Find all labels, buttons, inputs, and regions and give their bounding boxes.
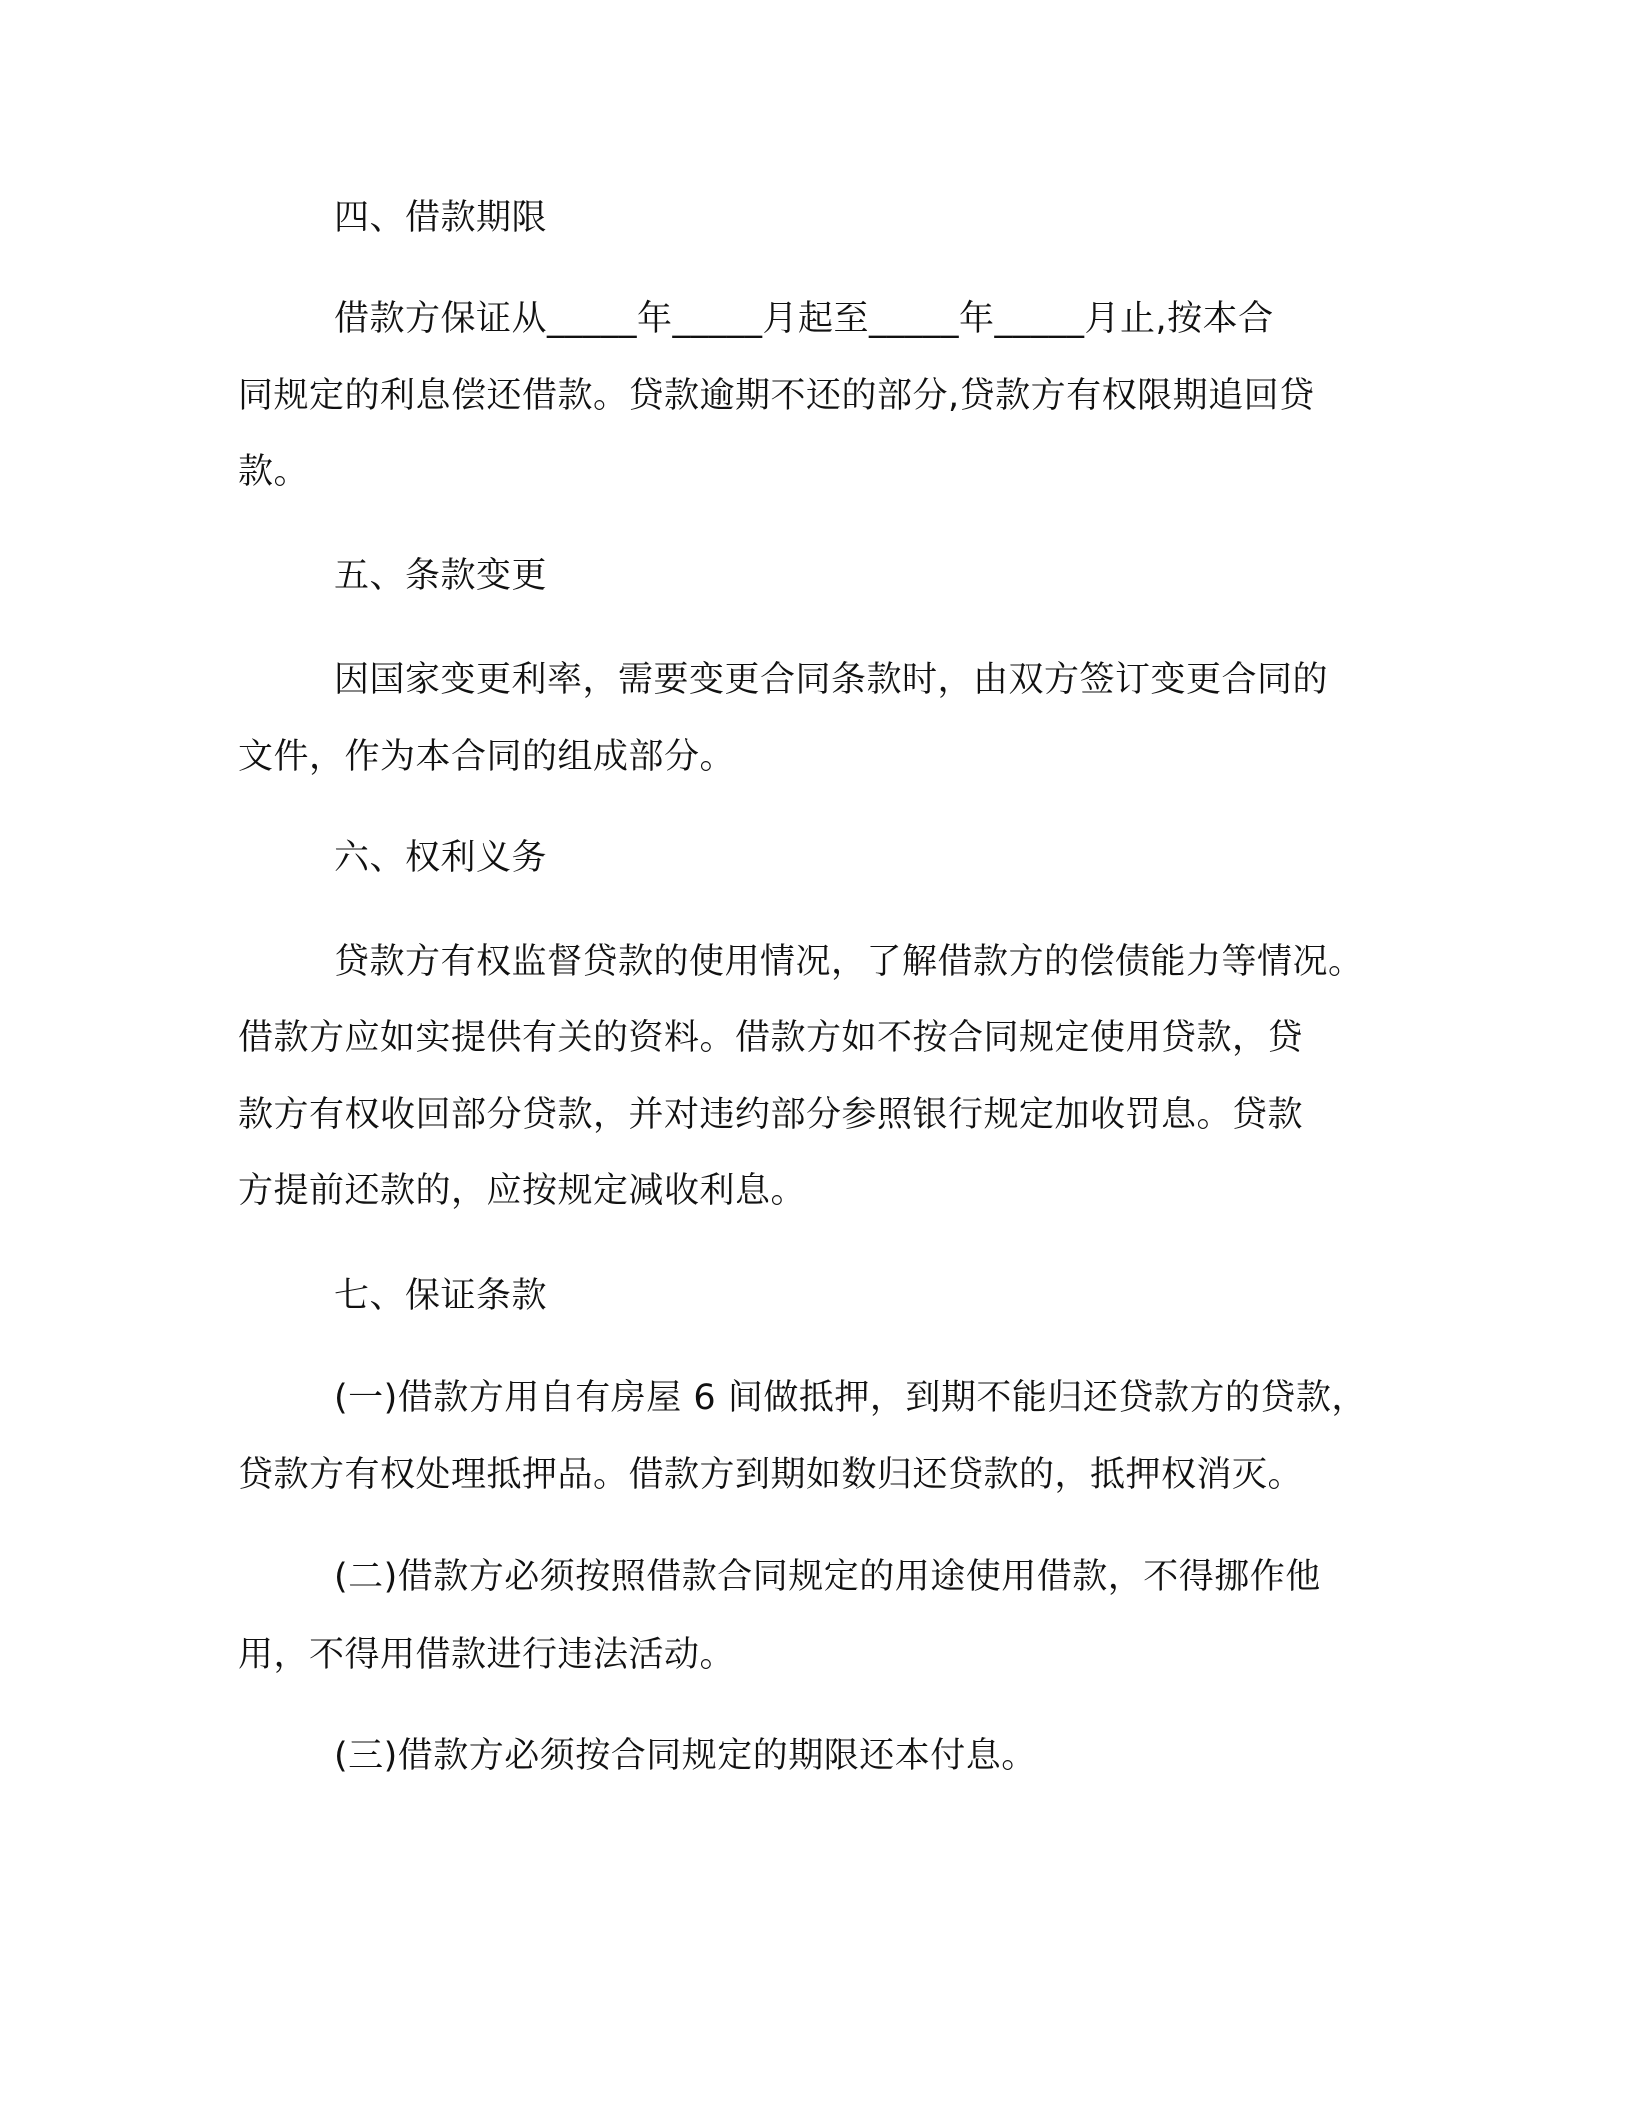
paragraph-line: (一)借款方用自有房屋 6 间做抵押，到期不能归还贷款方的贷款， xyxy=(334,1378,1367,1418)
section-heading-7: 七、保证条款 xyxy=(334,1276,548,1316)
paragraph-line: (三)借款方必须按合同规定的期限还本付息。 xyxy=(334,1736,1037,1776)
paragraph-line: 借款方应如实提供有关的资料。借款方如不按合同规定使用贷款，贷 xyxy=(238,1018,1304,1058)
section-heading-4: 四、借款期限 xyxy=(334,198,548,238)
section-heading-5: 五、条款变更 xyxy=(334,556,548,596)
paragraph-line: (二)借款方必须按照借款合同规定的用途使用借款，不得挪作他 xyxy=(334,1557,1321,1597)
paragraph-line: 款方有权收回部分贷款，并对违约部分参照银行规定加收罚息。贷款 xyxy=(238,1095,1304,1135)
paragraph-line: 用，不得用借款进行违法活动。 xyxy=(238,1635,736,1675)
paragraph-line: 贷款方有权监督贷款的使用情况，了解借款方的偿债能力等情况。 xyxy=(334,942,1364,982)
paragraph-line: 款。 xyxy=(238,452,310,492)
section-heading-6: 六、权利义务 xyxy=(334,838,548,878)
paragraph-line: 方提前还款的，应按规定减收利息。 xyxy=(238,1171,807,1211)
paragraph-line: 贷款方有权处理抵押品。借款方到期如数归还贷款的，抵押权消灭。 xyxy=(238,1455,1304,1495)
paragraph-line: 因国家变更利率，需要变更合同条款时，由双方签订变更合同的 xyxy=(334,660,1329,700)
paragraph-line: 借款方保证从_____年_____月起至_____年_____月止,按本合 xyxy=(334,299,1274,339)
paragraph-line: 同规定的利息偿还借款。贷款逾期不还的部分,贷款方有权限期追回贷 xyxy=(238,376,1315,416)
paragraph-line: 文件，作为本合同的组成部分。 xyxy=(238,737,736,777)
